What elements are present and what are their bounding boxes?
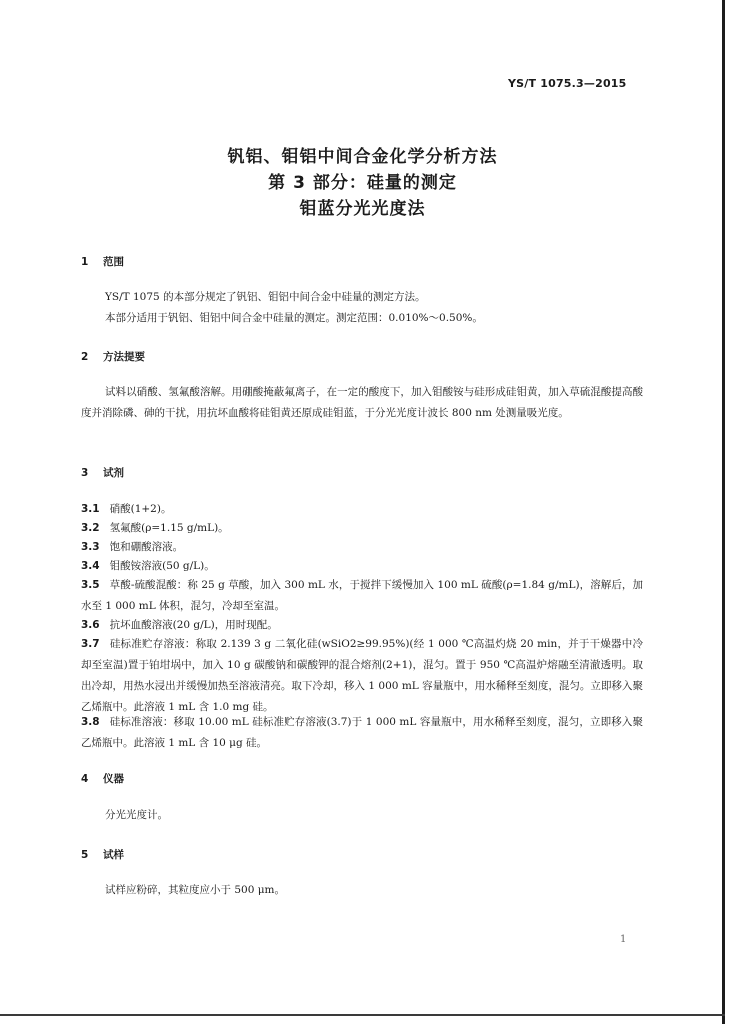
document-title-line-3: 钼蓝分光光度法 bbox=[299, 199, 426, 219]
section-number: 5 bbox=[81, 849, 89, 861]
item-text: 硝酸(1+2)。 bbox=[109, 503, 172, 515]
item-text: 硅标准贮存溶液：称取 2.139 3 g 二氧化硅(wSiO2≥99.95%)(经 1 000 ℃高温灼烧 20 min，并于干燥器中冷却至室温)置于铂坩埚中，加入 10 g 碳酸钠和碳酸钾的混合熔剂(2+1)，混匀。置于 950 ℃高温炉熔融至清澈透明。取出冷却，用热水浸出并缓慢加热至溶液清亮。取下冷却，移入 1 000 mL 容量瓶中，用水稀释至刻度，混匀。立即移入聚乙烯瓶中。此溶液 1 mL 含 1.0 mg 硅。 bbox=[81, 638, 643, 713]
section-title: 方法提要 bbox=[103, 351, 145, 363]
section-heading-reagents bbox=[81, 465, 124, 480]
section-number: 3 bbox=[81, 467, 89, 479]
item-text: 硅标准溶液：移取 10.00 mL 硅标准贮存溶液(3.7)于 1 000 mL 容量瓶中，用水稀释至刻度，混匀，立即移入聚乙烯瓶中。此溶液 1 mL 含 10 μg 硅。 bbox=[81, 716, 643, 749]
paragraph: 试样应粉碎，其粒度应小于 500 μm。 bbox=[105, 884, 285, 896]
section-heading-method bbox=[81, 349, 145, 364]
section-heading-apparatus bbox=[81, 771, 124, 786]
item-text: 饱和硼酸溶液。 bbox=[109, 541, 184, 553]
section-number: 1 bbox=[81, 256, 89, 268]
item-number: 3.5 bbox=[81, 579, 100, 591]
item-number: 3.8 bbox=[81, 716, 100, 728]
page-edge-bottom bbox=[0, 1014, 725, 1016]
reagent-item bbox=[81, 518, 643, 539]
document-title-line-1: 钒铝、钼铝中间合金化学分析方法 bbox=[227, 147, 498, 167]
item-text: 草酸-硫酸混酸：称 25 g 草酸，加入 300 mL 水，于搅拌下缓慢加入 100 mL 硫酸(ρ=1.84 g/mL)，溶解后，加水至 1 000 mL 体积，混匀，冷却至室温。 bbox=[81, 579, 643, 612]
item-text: 抗坏血酸溶液(20 g/L)，用时现配。 bbox=[109, 619, 278, 631]
section-number: 4 bbox=[81, 773, 89, 785]
reagent-item bbox=[81, 537, 643, 558]
section-heading-sample bbox=[81, 847, 124, 862]
section-heading-scope bbox=[81, 254, 124, 269]
item-text: 氢氟酸(ρ=1.15 g/mL)。 bbox=[109, 522, 229, 534]
item-number: 3.7 bbox=[81, 638, 100, 650]
section-title: 范围 bbox=[103, 256, 124, 268]
standard-code: YS/T 1075.3—2015 bbox=[508, 77, 627, 90]
section-number: 2 bbox=[81, 351, 89, 363]
reagent-item bbox=[81, 615, 643, 636]
reagent-item bbox=[81, 634, 643, 718]
reagent-item bbox=[81, 499, 643, 520]
reagent-item bbox=[81, 712, 643, 754]
item-number: 3.3 bbox=[81, 541, 100, 553]
paragraph: YS/T 1075 的本部分规定了钒铝、钼铝中间合金中硅量的测定方法。 bbox=[105, 291, 426, 303]
reagent-item bbox=[81, 575, 643, 617]
section-title: 试剂 bbox=[103, 467, 124, 479]
item-number: 3.4 bbox=[81, 560, 100, 572]
page-number: 1 bbox=[620, 934, 627, 945]
section-title: 仪器 bbox=[103, 773, 124, 785]
section-title: 试样 bbox=[103, 849, 124, 861]
paragraph: 试料以硝酸、氢氟酸溶解。用硼酸掩蔽氟离子，在一定的酸度下，加入钼酸铵与硅形成硅钼黄，加入草硫混酸提高酸度并消除磷、砷的干扰，用抗坏血酸将硅钼黄还原成硅钼蓝，于分光光度计波长 800 nm 处测量吸光度。 bbox=[81, 386, 643, 419]
item-number: 3.1 bbox=[81, 503, 100, 515]
paragraph: 本部分适用于钒铝、钼铝中间合金中硅量的测定。测定范围：0.010%～0.50%。 bbox=[105, 312, 483, 324]
document-title-line-2: 第 3 部分：硅量的测定 bbox=[268, 173, 457, 193]
item-number: 3.2 bbox=[81, 522, 100, 534]
paragraph: 分光光度计。 bbox=[105, 809, 168, 821]
reagent-item bbox=[81, 556, 643, 577]
item-number: 3.6 bbox=[81, 619, 100, 631]
item-text: 钼酸铵溶液(50 g/L)。 bbox=[109, 560, 215, 572]
